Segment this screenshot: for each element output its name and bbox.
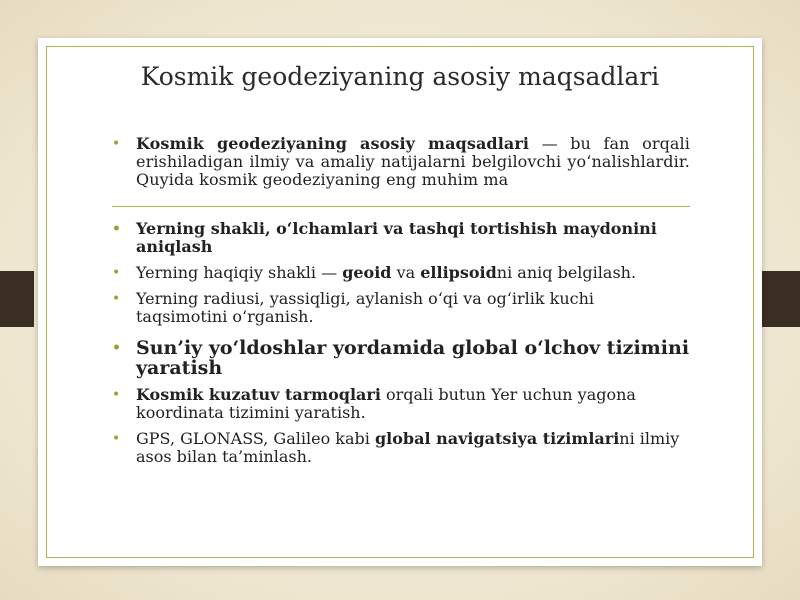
bullet-icon: • <box>112 136 121 152</box>
bullet-icon: • <box>112 340 121 356</box>
list-item-networks <box>112 386 690 422</box>
bullet-icon: • <box>112 291 121 307</box>
ellipsoid-term: ellipsoid <box>420 263 497 282</box>
list-item-heading-1 <box>112 220 690 256</box>
gnss-term: global navigatsiya tizimlari <box>374 429 620 448</box>
bullet-icon: • <box>112 387 121 403</box>
networks-term: Kosmik kuzatuv tarmoqlari <box>136 385 381 404</box>
list-item-text: va <box>391 263 421 282</box>
list-item-text: GPS, GLONASS, Galileo kabi <box>136 429 375 448</box>
list-item-text: orqali butun Yer uchun yagona koordinata tizimini yaratish. <box>136 385 636 422</box>
list-item-text: ni ilmiy asos bilan ta’minlash. <box>136 429 680 466</box>
list-item-heading-2 <box>112 338 690 378</box>
bullet-icon: • <box>112 265 121 281</box>
list-item-text: Sun’iy yo‘ldoshlar yordamida global o‘lchov tizimini yaratish <box>136 337 690 379</box>
list-item-text: Yerning radiusi, yassiqligi, aylanish o‘qi va og‘irlik kuchi taqsimotini o‘rganish. <box>136 289 595 326</box>
intro-text: — bu fan orqali erishiladigan ilmiy va amaliy natijalarni belgilovchi yo‘nalishlardir. Quyida kosmik geodeziyaning eng muhim ma <box>136 135 690 189</box>
list-item-text: Yerning haqiqiy shakli — <box>136 263 343 282</box>
intro-bold: Kosmik geodeziyaning asosiy maqsadlari <box>136 135 530 153</box>
bullet-icon: • <box>112 221 121 237</box>
slide-title: Kosmik geodeziyaning asosiy maqsadlari <box>140 62 660 91</box>
list-item-gnss <box>112 430 690 466</box>
bullet-icon: • <box>112 431 121 447</box>
list-item-text: Yerning shakli, o‘lchamlari va tashqi tortishish maydonini aniqlash <box>136 219 657 256</box>
left-edge-tab <box>0 271 34 327</box>
list-item-radius <box>112 290 690 326</box>
intro-paragraph <box>112 135 690 207</box>
list-item-geoid <box>112 264 690 282</box>
geoid-term: geoid <box>342 263 392 282</box>
slide-content <box>112 135 690 466</box>
list-item-text: ni aniq belgilash. <box>496 263 637 282</box>
